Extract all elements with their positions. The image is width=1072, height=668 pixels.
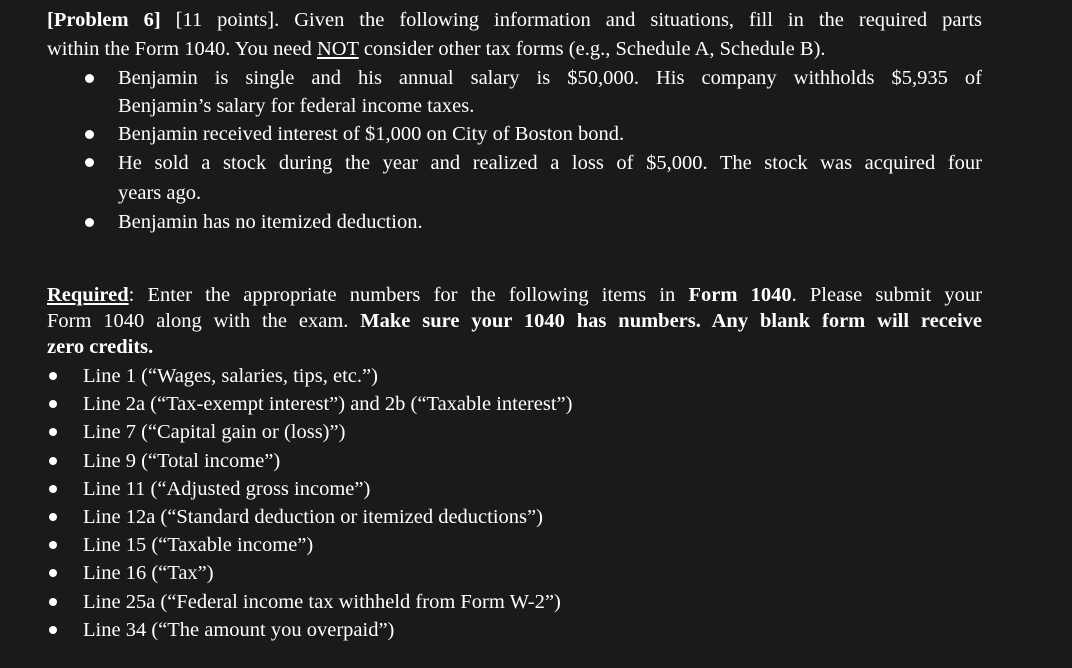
fact-line: Benjamin received interest of $1,000 on City of Boston bond. bbox=[118, 123, 625, 145]
required-paragraph bbox=[47, 282, 982, 360]
line-item-text: Line 16 (“Tax”) bbox=[83, 562, 214, 585]
facts-list bbox=[47, 64, 982, 236]
required-text-start: : Enter the appropriate numbers for the following items in bbox=[128, 284, 689, 306]
bullet-icon bbox=[49, 626, 57, 634]
bullet-icon bbox=[49, 400, 57, 408]
list-item bbox=[47, 503, 982, 531]
bullet-icon bbox=[49, 541, 57, 549]
bullet-icon bbox=[49, 485, 57, 493]
problem-header-line1 bbox=[47, 6, 982, 35]
list-item bbox=[47, 418, 982, 446]
list-item bbox=[47, 362, 982, 390]
line-item-text: Line 25a (“Federal income tax withheld from Form W-2”) bbox=[83, 590, 561, 613]
bullet-icon bbox=[49, 372, 57, 380]
line-item-text: Line 2a (“Tax-exempt interest”) and 2b (“Taxable interest”) bbox=[83, 393, 573, 416]
bullet-icon bbox=[85, 130, 94, 139]
list-item bbox=[47, 616, 982, 644]
problem-not-emphasis: NOT bbox=[316, 38, 359, 60]
required-text-end: . Please submit your bbox=[791, 284, 982, 306]
list-item bbox=[47, 447, 982, 475]
required-submit-text: Form 1040 along with the exam. bbox=[47, 310, 361, 332]
list-item bbox=[47, 559, 982, 587]
problem-line2-start: within the Form 1040. You need bbox=[47, 38, 317, 60]
bullet-icon bbox=[49, 569, 57, 577]
problem-header-line2 bbox=[47, 35, 982, 64]
required-label: Required bbox=[47, 284, 129, 306]
required-line3 bbox=[47, 334, 982, 360]
list-item bbox=[47, 588, 982, 616]
fact-line: He sold a stock during the year and realized a loss of $5,000. The stock was acquired four bbox=[118, 152, 982, 174]
line-item-text: Line 34 (“The amount you overpaid”) bbox=[83, 618, 395, 641]
required-warning-end: zero credits. bbox=[47, 336, 154, 358]
bullet-icon bbox=[49, 513, 57, 521]
problem-line2-end: consider other tax forms (e.g., Schedule A, Schedule B). bbox=[358, 38, 826, 60]
spacer bbox=[47, 236, 982, 282]
list-item bbox=[47, 531, 982, 559]
problem-points-text: [11 points]. Given the following information and situations, fill in the required parts bbox=[175, 9, 982, 31]
line-item-text: Line 15 (“Taxable income”) bbox=[83, 534, 314, 557]
fact-line: years ago. bbox=[118, 182, 202, 204]
bullet-icon bbox=[85, 74, 94, 83]
fact-line: Benjamin’s salary for federal income taxes. bbox=[118, 95, 475, 117]
list-item bbox=[47, 390, 982, 418]
list-item bbox=[47, 475, 982, 503]
problem-label: [Problem 6] bbox=[47, 9, 161, 31]
required-line2 bbox=[47, 308, 982, 334]
problem-document bbox=[47, 6, 982, 644]
bullet-icon bbox=[49, 598, 57, 606]
fact-line: Benjamin is single and his annual salary is $50,000. His company withholds $5,935 of bbox=[118, 67, 982, 89]
required-line1 bbox=[47, 282, 982, 308]
required-warning: Make sure your 1040 has numbers. Any blank form will receive bbox=[360, 310, 982, 332]
fact-item bbox=[47, 120, 982, 148]
line-item-text: Line 1 (“Wages, salaries, tips, etc.”) bbox=[83, 365, 378, 387]
fact-item bbox=[47, 148, 982, 208]
line-item-text: Line 11 (“Adjusted gross income”) bbox=[83, 477, 371, 500]
bullet-icon bbox=[85, 158, 94, 167]
bullet-icon bbox=[49, 457, 57, 465]
fact-line: Benjamin has no itemized deduction. bbox=[118, 211, 423, 233]
fact-item bbox=[47, 208, 982, 236]
line-item-text: Line 9 (“Total income”) bbox=[83, 449, 281, 472]
line-item-text: Line 7 (“Capital gain or (loss)”) bbox=[83, 421, 346, 444]
required-items-list bbox=[47, 362, 982, 644]
line-item-text: Line 12a (“Standard deduction or itemized deductions”) bbox=[83, 506, 543, 529]
fact-item bbox=[47, 64, 982, 120]
form-1040-emphasis: Form 1040 bbox=[688, 284, 792, 306]
bullet-icon bbox=[85, 218, 94, 227]
bullet-icon bbox=[49, 428, 57, 436]
